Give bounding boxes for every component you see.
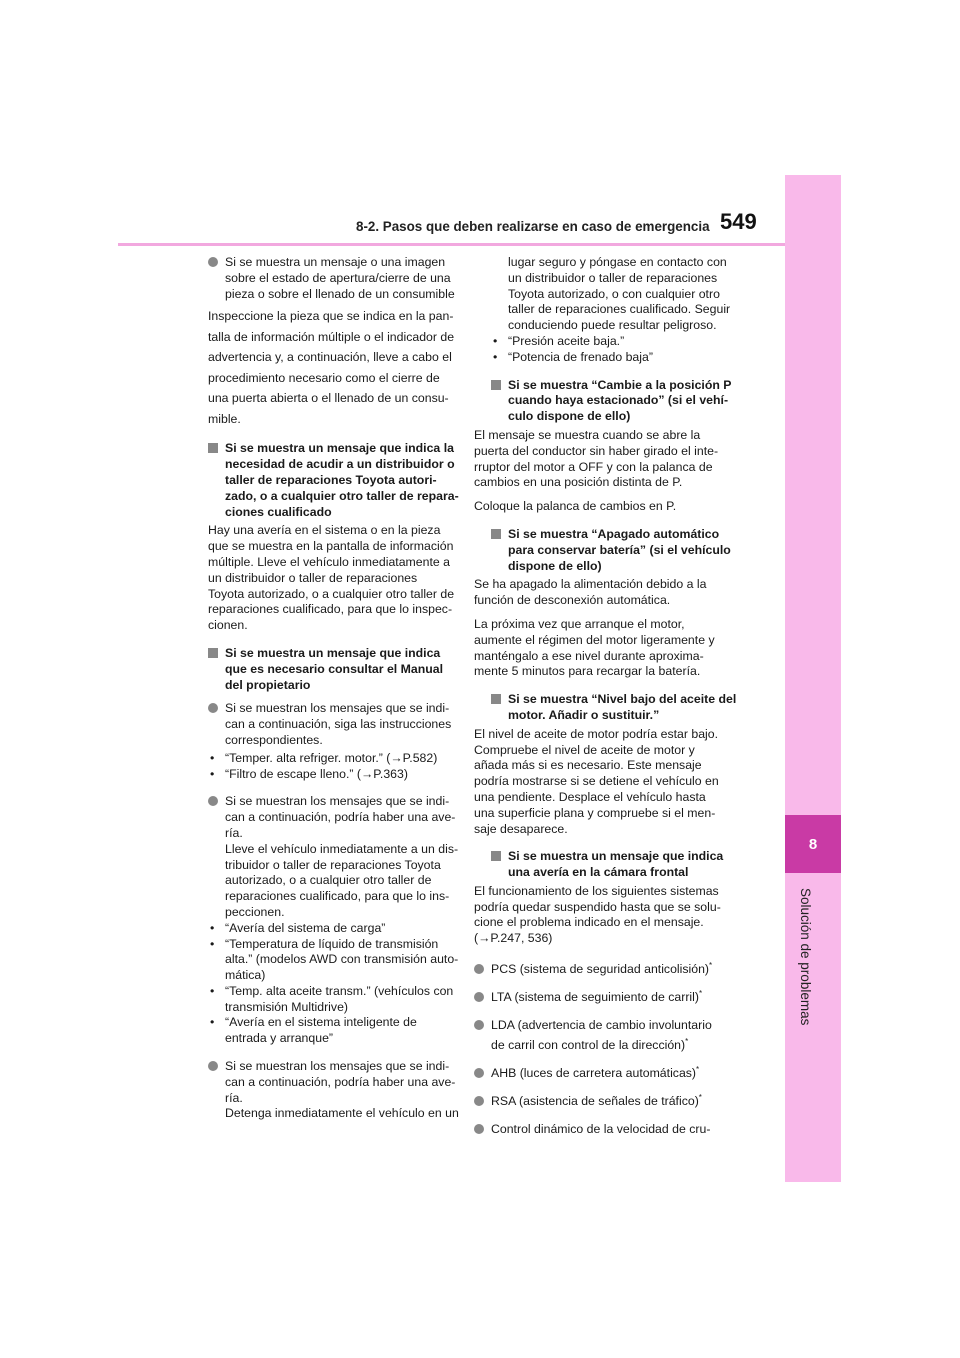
list-item: • “Temp. alta aceite transm.” (vehículos con transmisión Multidrive) — [208, 984, 466, 1016]
bullet-item: RSA (asistencia de señales de tráfico)* — [474, 1091, 749, 1111]
round-bullet-icon — [474, 1124, 484, 1134]
bullet-item: LTA (sistema de seguimiento de carril)* — [474, 987, 749, 1007]
list-item: • “Temperatura de líquido de transmisión alta.” (modelos AWD con transmisión auto- mática) — [208, 937, 466, 984]
bullet-item: Si se muestran los mensajes que se indi- can a continuación, podría haber una ave- ría. Lleve el vehículo inmediatamente a un dis- tribuidor o taller de reparaciones Toyota autorizado, o a cualquier otro taller de reparaciones cualificado, para que lo ins- peccionen. — [208, 794, 466, 920]
bullet-item: LDA (advertencia de cambio involuntario de carril con control de la dirección)* — [474, 1015, 749, 1055]
list-item: • “Avería en el sistema inteligente de entrada y arranque” — [208, 1015, 466, 1047]
section-title: 8-2. Pasos que deben realizarse en caso de emergencia — [356, 219, 710, 234]
right-column — [474, 255, 749, 1147]
left-column — [208, 255, 466, 1130]
paragraph: La próxima vez que arranque el motor, aumente el régimen del motor ligeramente y manténgalo a ese nivel durante aproxima- mente 5 minutos para recargar la batería. — [474, 616, 715, 679]
paragraph: Hay una avería en el sistema o en la pieza que se muestra en la pantalla de información múltiple. Lleve el vehículo inmediatamente a un distribuidor o taller de reparaciones Toyota autorizado, o a cualquier otro taller de reparaciones cualificado, para que lo inspec- cionen. — [208, 523, 455, 633]
paragraph: El funcionamiento de los siguientes sistemas podría quedar suspendido hasta que se solu- cione el problema indicado en el mensaje. (→P.247, 536) — [474, 883, 721, 946]
round-bullet-icon — [208, 703, 218, 713]
round-bullet-icon — [474, 1096, 484, 1106]
list-item: • “Filtro de escape lleno.” (→P.363) — [208, 767, 466, 783]
bullet-item: AHB (luces de carretera automáticas)* — [474, 1063, 749, 1083]
paragraph: El nivel de aceite de motor podría estar bajo. Compruebe el nivel de aceite de motor y añada más si es necesario. Este mensaje podría mostrarse si se detiene el vehículo en una pendiente. Desplace el vehículo hasta una superficie plana y compruebe si el men- saje desaparece. — [474, 726, 719, 836]
section-heading: Si se muestra un mensaje que indica una avería en la cámara frontal — [491, 849, 749, 881]
chapter-number-badge: 8 — [785, 815, 841, 873]
bullet-item: Si se muestran los mensajes que se indi- can a continuación, podría haber una ave- ría. Detenga inmediatamente el vehículo en un — [208, 1059, 466, 1122]
section-heading: Si se muestra “Apagado automático para conservar batería” (si el vehículo dispone de ello) — [491, 527, 749, 574]
section-heading: Si se muestra “Cambie a la posición P cuando haya estacionado” (si el vehí- culo dispone de ello) — [491, 378, 749, 425]
side-tab — [785, 175, 841, 1182]
round-bullet-icon — [208, 796, 218, 806]
message-list — [208, 751, 466, 783]
list-item: • “Presión aceite baja.” — [491, 334, 749, 350]
round-bullet-icon — [474, 964, 484, 974]
section-heading: Si se muestra un mensaje que indica que es necesario consultar el Manual del propietario — [208, 646, 466, 693]
paragraph: El mensaje se muestra cuando se abre la puerta del conductor sin haber girado el inte- rruptor del motor a OFF y con la palanca de cambios en una posición distinta de P. — [474, 427, 719, 490]
list-item: • “Avería del sistema de carga” — [208, 921, 466, 937]
round-bullet-icon — [474, 992, 484, 1002]
square-bullet-icon — [208, 648, 218, 658]
list-item: • “Potencia de frenado baja” — [491, 350, 749, 366]
round-bullet-icon — [208, 1061, 218, 1071]
round-bullet-icon — [474, 1020, 484, 1030]
section-heading: Si se muestra “Nivel bajo del aceite del motor. Añadir o sustituir.” — [491, 692, 749, 724]
section-heading: Si se muestra un mensaje que indica la necesidad de acudir a un distribuidor o taller de reparaciones Toyota autori- zado, o a cualquier otro taller de repara- ciones cualificado — [208, 441, 466, 520]
bullet-item: PCS (sistema de seguridad anticolisión)* — [474, 959, 749, 979]
square-bullet-icon — [208, 443, 218, 453]
bullet-item: Control dinámico de la velocidad de cru- — [474, 1119, 749, 1139]
paragraph: Inspeccione la pieza que se indica en la pan- talla de información múltiple o el indicador de advertencia y, a continuación, lleve a cabo el procedimiento necesario como el cierre de una puerta abierta o el llenado de un consu- mible. — [208, 309, 455, 426]
square-bullet-icon — [491, 851, 501, 861]
chapter-label: Solución de problemas — [798, 888, 813, 1026]
square-bullet-icon — [491, 694, 501, 704]
square-bullet-icon — [491, 380, 501, 390]
message-list — [491, 334, 749, 366]
paragraph: Se ha apagado la alimentación debido a la función de desconexión automática. — [474, 577, 707, 608]
bullet-item: Si se muestran los mensajes que se indi- can a continuación, siga las instrucciones correspondientes. — [208, 701, 466, 748]
header-divider — [118, 243, 785, 246]
round-bullet-icon — [208, 257, 218, 267]
continued-text: lugar seguro y póngase en contacto con un distribuidor o taller de reparaciones Toyota autorizado, o con cualquier otro taller de reparaciones cualificado. Seguir conduciendo puede resultar peligroso. — [508, 255, 731, 333]
square-bullet-icon — [491, 529, 501, 539]
paragraph: Coloque la palanca de cambios en P. — [474, 499, 677, 514]
message-list — [208, 921, 466, 1047]
page-number: 549 — [720, 209, 757, 234]
bullet-item: Si se muestra un mensaje o una imagen sobre el estado de apertura/cierre de una pieza o sobre el llenado de un consumible — [208, 255, 466, 302]
list-item: • “Temper. alta refriger. motor.” (→P.582) — [208, 751, 466, 767]
round-bullet-icon — [474, 1068, 484, 1078]
